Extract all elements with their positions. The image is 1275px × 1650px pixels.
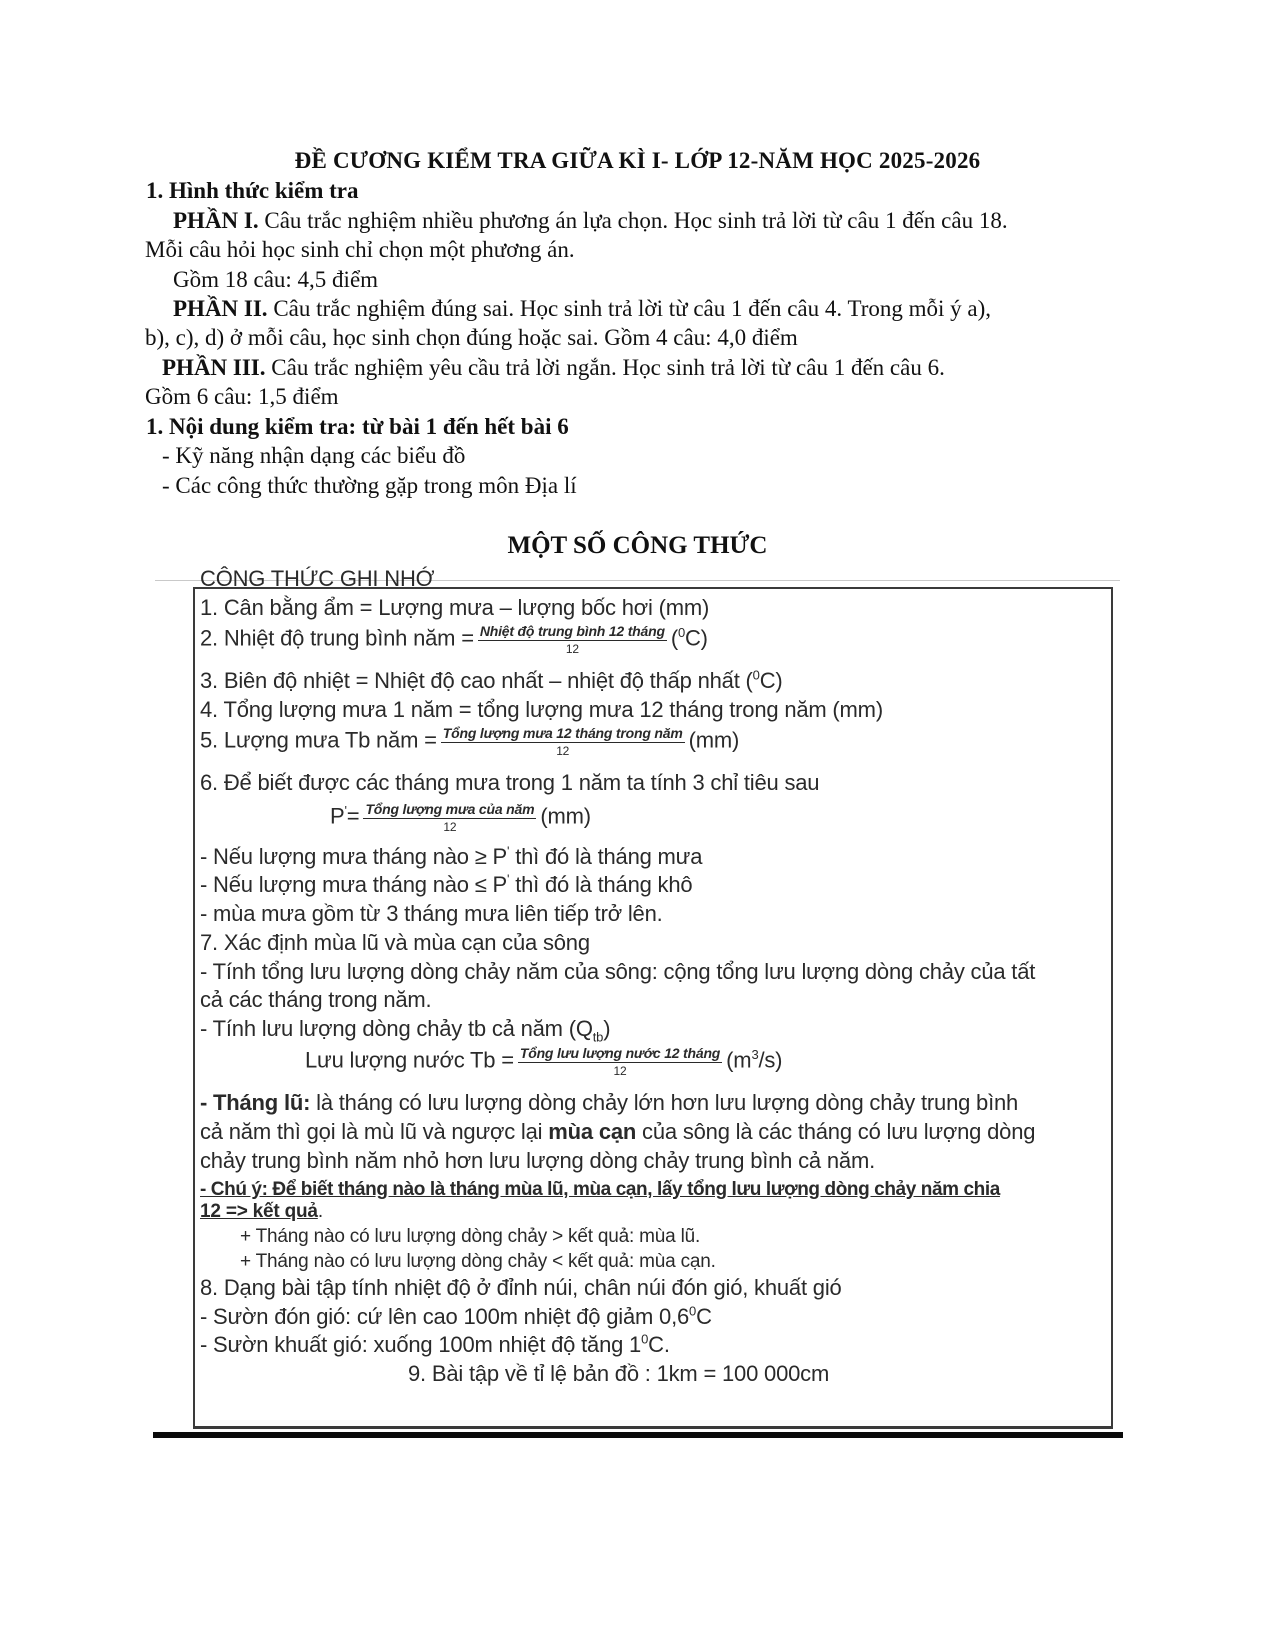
formula-1: 1. Cân bằng ẩm = Lượng mưa – lượng bốc hơi (mm): [200, 595, 710, 620]
part-1-text: Câu trắc nghiệm nhiều phương án lựa chọn. Học sinh trả lời từ câu 1 đến câu 18.: [258, 208, 1008, 233]
document-title: ĐỀ CƯƠNG KIỂM TRA GIỮA KÌ I- LỚP 12-NĂM HỌC 2025-2026: [294, 148, 981, 173]
part-2-text: Câu trắc nghiệm đúng sai. Học sinh trả lời từ câu 1 đến câu 4. Trong mỗi ý a),: [267, 296, 992, 321]
formula-4: 4. Tổng lượng mưa 1 năm = tổng lượng mưa 12 tháng trong năm (mm): [200, 697, 883, 722]
part-3-label: PHẦN III.: [162, 355, 266, 380]
part-1-score: Gồm 18 câu: 4,5 điểm: [173, 267, 379, 292]
content-item-charts: - Kỹ năng nhận dạng các biểu đồ: [162, 443, 466, 468]
flood-month-definition-cont: cả năm thì gọi là mù lũ và ngược lại mùa cạn của sông là các tháng có lưu lượng dòng: [200, 1119, 1036, 1144]
formula-7-total: - Tính tổng lưu lượng dòng chảy năm của sông: cộng tổng lưu lượng dòng chảy của tất: [200, 959, 1036, 984]
formula-6: 6. Để biết được các tháng mưa trong 1 năm ta tính 3 chỉ tiêu sau: [200, 770, 820, 795]
formula-3: 3. Biên độ nhiệt = Nhiệt độ cao nhất – nhiệt độ thấp nhất ($^0$C): [200, 667, 783, 693]
fraction: $\frac{\text{Tổng lưu lượng nước 12 tháng}}{12}$: [519, 1045, 721, 1078]
part-2-line: [173, 294, 991, 324]
part-1-line: [173, 206, 1008, 236]
part-3-score: Gồm 6 câu: 1,5 điểm: [145, 384, 339, 409]
formula-8: 8. Dạng bài tập tính nhiệt độ ở đỉnh núi, chân núi đón gió, khuất gió: [200, 1275, 842, 1300]
part-1-label: PHẦN I.: [173, 208, 259, 233]
content-item-formulas: - Các công thức thường gặp trong môn Địa lí: [162, 473, 577, 498]
formulas-title: MỘT SỐ CÔNG THỨC: [507, 532, 768, 559]
flood-month-definition: - Tháng lũ: là tháng có lưu lượng dòng chảy lớn hơn lưu lượng dòng chảy trung bình: [200, 1090, 1019, 1115]
formula-6-rule-rainy: - Nếu lượng mưa tháng nào ≥ P' thì đó là tháng mưa: [200, 843, 703, 869]
part-1-text-cont: Mỗi câu hỏi học sinh chỉ chọn một phương án.: [145, 237, 575, 262]
part-2-text-cont: b), c), d) ở mỗi câu, học sinh chọn đúng hoặc sai. Gồm 4 câu: 4,0 điểm: [145, 325, 798, 350]
note-line-2: 12 => kết quả.: [200, 1201, 323, 1222]
formula-6-rule-dry: - Nếu lượng mưa tháng nào ≤ P' thì đó là tháng khô: [200, 871, 693, 897]
box-heading: CÔNG THỨC GHI NHỚ: [200, 566, 435, 591]
formula-6-rule-season: - mùa mưa gồm từ 3 tháng mưa liên tiếp trở lên.: [200, 901, 663, 926]
fraction: $\frac{\text{Nhiệt độ trung bình 12 tháng}}{12}$: [479, 623, 665, 656]
formula-7: 7. Xác định mùa lũ và mùa cạn của sông: [200, 930, 590, 955]
bottom-rule: [153, 1432, 1123, 1438]
formula-8-windward: - Sườn đón gió: cứ lên cao 100m nhiệt độ giảm $0,6^0C$: [200, 1303, 712, 1329]
formula-5: 5. Lượng mưa Tb năm = $\frac{\text{Tổng lượng mưa 12 tháng trong năm}}{12}$ (mm): [200, 725, 740, 758]
formula-7-total-cont: cả các tháng trong năm.: [200, 987, 432, 1012]
formula-8-leeward: - Sườn khuất gió: xuống 100m nhiệt độ tăng $1^0C$.: [200, 1331, 670, 1357]
part-2-label: PHẦN II.: [173, 296, 268, 321]
part-3-text: Câu trắc nghiệm yêu cầu trả lời ngắn. Học sinh trả lời từ câu 1 đến câu 6.: [265, 355, 945, 380]
note-flood: + Tháng nào có lưu lượng dòng chảy > kết quả: mùa lũ.: [240, 1226, 701, 1247]
note-line-1: - Chú ý: Để biết tháng nào là tháng mùa lũ, mùa cạn, lấy tổng lưu lượng dòng chảy năm chia: [200, 1179, 1000, 1200]
formula-7-average: - Tính lưu lượng dòng chảy tb cả năm $(Q_{tb})$: [200, 1016, 611, 1045]
section-heading-content: 1. Nội dung kiểm tra: từ bài 1 đến hết bài 6: [146, 414, 569, 439]
flood-month-definition-end: chảy trung bình năm nhỏ hơn lưu lượng dòng chảy trung bình cả năm.: [200, 1148, 875, 1173]
formula-7-flow: Lưu lượng nước Tb = $\frac{\text{Tổng lưu lượng nước 12 tháng}}{12}$ $(m^3/s)$: [305, 1045, 783, 1078]
part-3-line: [162, 353, 945, 383]
formula-6-p: P'= $\frac{\text{Tổng lượng mưa của năm}}{12}$ (mm): [330, 801, 591, 834]
note-dry: + Tháng nào có lưu lượng dòng chảy < kết quả: mùa cạn.: [240, 1251, 716, 1272]
fraction: $\frac{\text{Tổng lượng mưa của năm}}{12}$: [365, 801, 535, 834]
formula-2: 2. Nhiệt độ trung bình năm = $\frac{\text{Nhiệt độ trung bình 12 tháng}}{12}$ ($^0$C): [200, 623, 708, 656]
formula-9: 9. Bài tập về tỉ lệ bản đồ : 1km = 100 000cm: [408, 1361, 830, 1386]
section-heading-form: 1. Hình thức kiểm tra: [146, 178, 359, 203]
fraction: $\frac{\text{Tổng lượng mưa 12 tháng trong năm}}{12}$: [442, 725, 683, 758]
